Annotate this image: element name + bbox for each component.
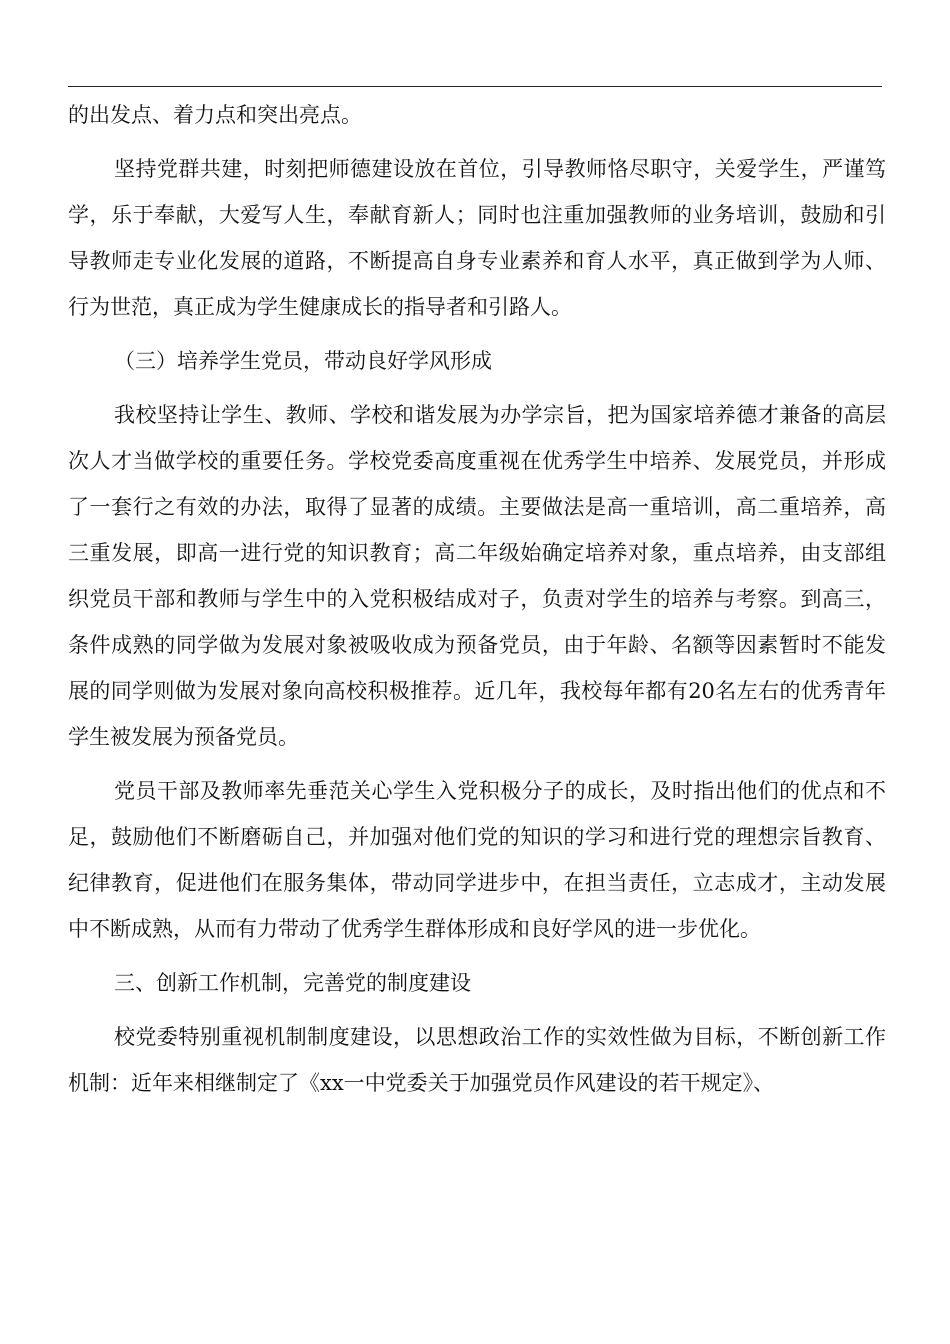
paragraph-continuation: 的出发点、着力点和突出亮点。 <box>68 103 362 127</box>
section-heading-student-members: （三）培养学生党员，带动良好学风形成 <box>114 349 492 373</box>
paragraph-student-cultivation: 我校坚持让学生、教师、学校和谐发展为办学宗旨，把为国家培养德才兼备的高层次人才当做学校的重要任务。学校党委高度重视在优秀学生中培养、发展党员，并形成了一套行之有效的办法，取得了显著的成绩。主要做法是高一重培训，高二重培养，高三重发展，即高一进行党的知识教育；高二年级始确定培养对象，重点培养，由支部组织党员干部和教师与学生中的入党积极结成对子，负责对学生的培养与考察。到高三，条件成熟的同学做为发展对象被吸收成为预备党员，由于年龄、名额等因素暂时不能发展的同学则做为发展对象向高校积极推荐。近几年，我校每年都有20名左右的优秀青年学生被发展为预备党员。 <box>68 403 886 749</box>
paragraph-cadre-role-model: 党员干部及教师率先垂范关心学生入党积极分子的成长，及时指出他们的优点和不足，鼓励他们不断磨砺自己，并加强对他们党的知识的学习和进行党的理想宗旨教育、纪律教育，促进他们在服务集体，带动同学进步中，在担当责任，立志成才，主动发展中不断成熟，从而有力带动了优秀学生群体形成和良好学风的进一步优化。 <box>68 779 886 941</box>
section-heading-work-mechanism: 三、创新工作机制，完善党的制度建设 <box>114 971 471 995</box>
paragraph-teacher-ethics: 坚持党群共建，时刻把师德建设放在首位，引导教师恪尽职守，关爱学生，严谨笃学，乐于奉献，大爱写人生，奉献育新人；同时也注重加强教师的业务培训，鼓励和引导教师走专业化发展的道路，不断提高自身专业素养和育人水平，真正做到学为人师、行为世范，真正成为学生健康成长的指导者和引路人。 <box>68 157 886 319</box>
header-rule <box>68 86 882 87</box>
document-body <box>68 92 886 1106</box>
paragraph-institution-building: 校党委特别重视机制制度建设，以思想政治工作的实效性做为目标，不断创新工作机制：近年来相继制定了《xx一中党委关于加强党员作风建设的若干规定》、 <box>68 1025 886 1095</box>
